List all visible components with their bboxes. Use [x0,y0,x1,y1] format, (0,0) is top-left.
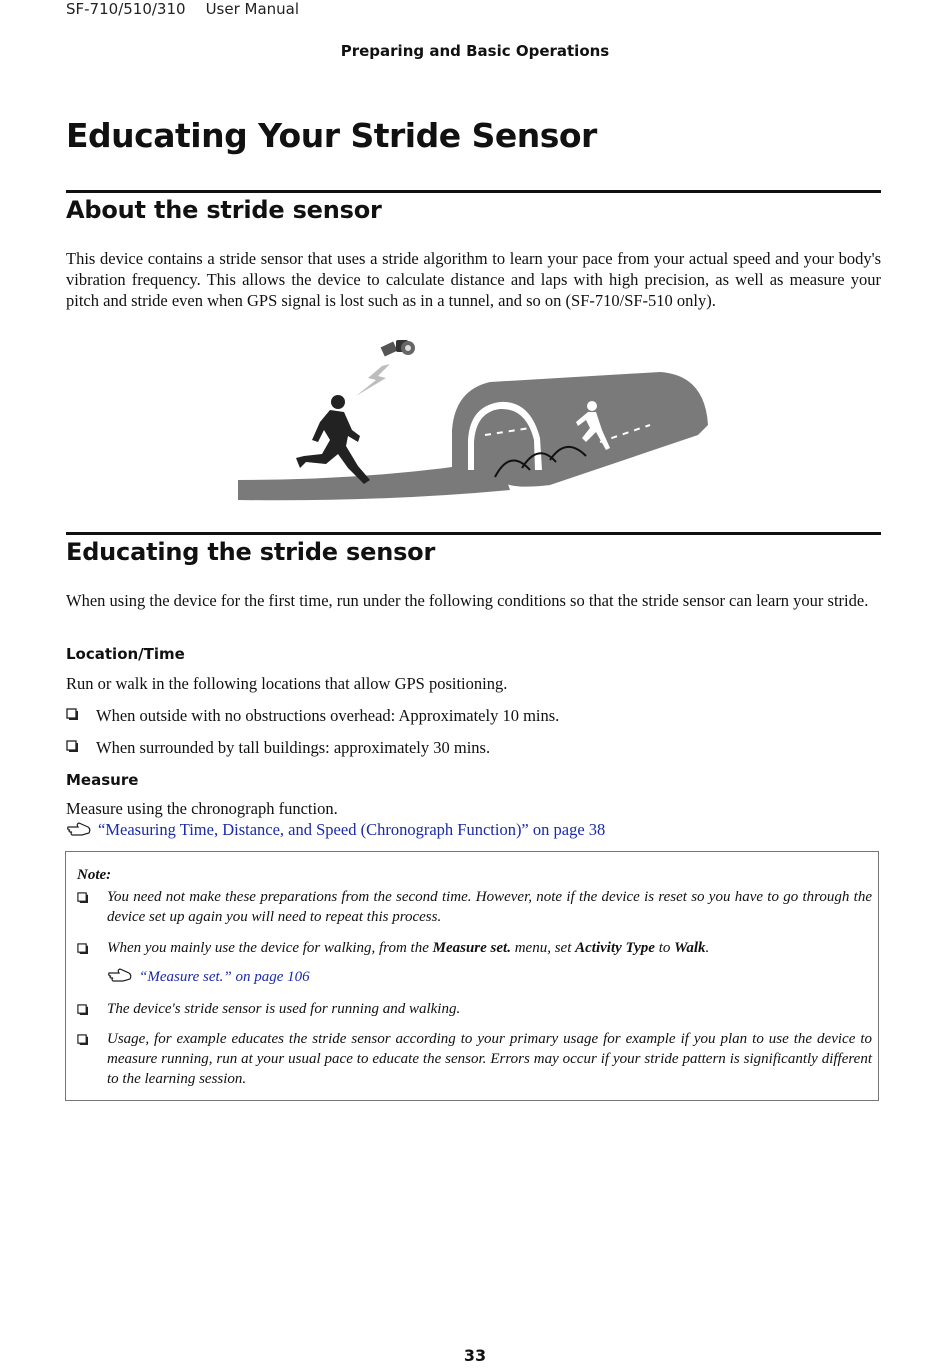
doc-label: User Manual [205,0,300,18]
checkbox-bullet-icon [77,943,88,954]
note-item-text: Usage, for example educates the stride sensor according to your primary usage for example if you plan to use the device to measure running, run at your usual pace to educate the sensor. Errors may occur if your stride pattern is significantly different to the learning session. [107,1031,872,1087]
page-number: 33 [463,1346,487,1365]
activity-type-term: Activity Type [575,940,655,956]
note-item-text [107,938,872,958]
checkbox-bullet-icon [77,1004,88,1015]
section-rule [66,190,881,193]
about-paragraph: This device contains a stride sensor that uses a stride algorithm to learn your pace from your actual speed and your body's vibration frequency. This allows the device to calculate distance and laps with high precision, as well as measure your pitch and stride even when GPS signal is lost such as in a tunnel, and so on (SF-710/SF-510 only). [66,249,881,310]
signal-bolt-icon [356,364,390,396]
note-text-run: When you mainly use the device for walking, from the [107,940,433,956]
measure-text: Measure using the chronograph function. [66,799,338,818]
measure-set-link-text[interactable]: “Measure set.” on page 106 [139,969,310,985]
model-label: SF-710/510/310 [66,0,186,18]
pointing-hand-icon [107,967,133,983]
page-title: Educating Your Stride Sensor [66,116,597,155]
chronograph-link-text[interactable]: “Measuring Time, Distance, and Speed (Chronograph Function)” on page 38 [98,820,606,839]
educating-heading: Educating the stride sensor [66,538,436,566]
note-text-run: . [705,940,710,956]
about-heading: About the stride sensor [66,196,382,224]
chronograph-link[interactable] [66,819,605,840]
pointing-hand-icon [66,821,92,837]
note-item-text: You need not make these preparations from the second time. However, note if the device is reset so you have to go through the device set up again you will need to repeat this process. [107,889,872,925]
checkbox-bullet-icon [66,740,78,752]
section-header: Preparing and Basic Operations [340,42,610,60]
location-text: Run or walk in the following locations that allow GPS positioning. [66,674,508,693]
bullet-text: When surrounded by tall buildings: approximately 30 mins. [96,738,491,757]
note-text-run: to [654,940,675,956]
note-item-text: The device's stride sensor is used for running and walking. [107,1001,461,1017]
measure-heading: Measure [66,771,139,789]
running-header [66,0,319,18]
location-heading: Location/Time [66,645,185,663]
checkbox-bullet-icon [77,892,88,903]
runner-figure [296,395,370,484]
note-box [65,851,879,1101]
note-text-run: menu, set [510,940,576,956]
satellite-icon [381,340,415,356]
educating-intro: When using the device for the first time, run under the following conditions so that the stride sensor can learn your stride. [66,591,869,610]
checkbox-bullet-icon [77,1034,88,1045]
stride-sensor-illustration [230,330,720,510]
note-title: Note: [77,867,112,883]
measure-set-term: Measure set. [432,940,511,956]
section-rule [66,532,881,535]
bullet-text: When outside with no obstructions overhead: Approximately 10 mins. [96,706,560,725]
checkbox-bullet-icon [66,708,78,720]
walk-term: Walk [674,940,706,956]
measure-set-link[interactable] [107,967,310,986]
